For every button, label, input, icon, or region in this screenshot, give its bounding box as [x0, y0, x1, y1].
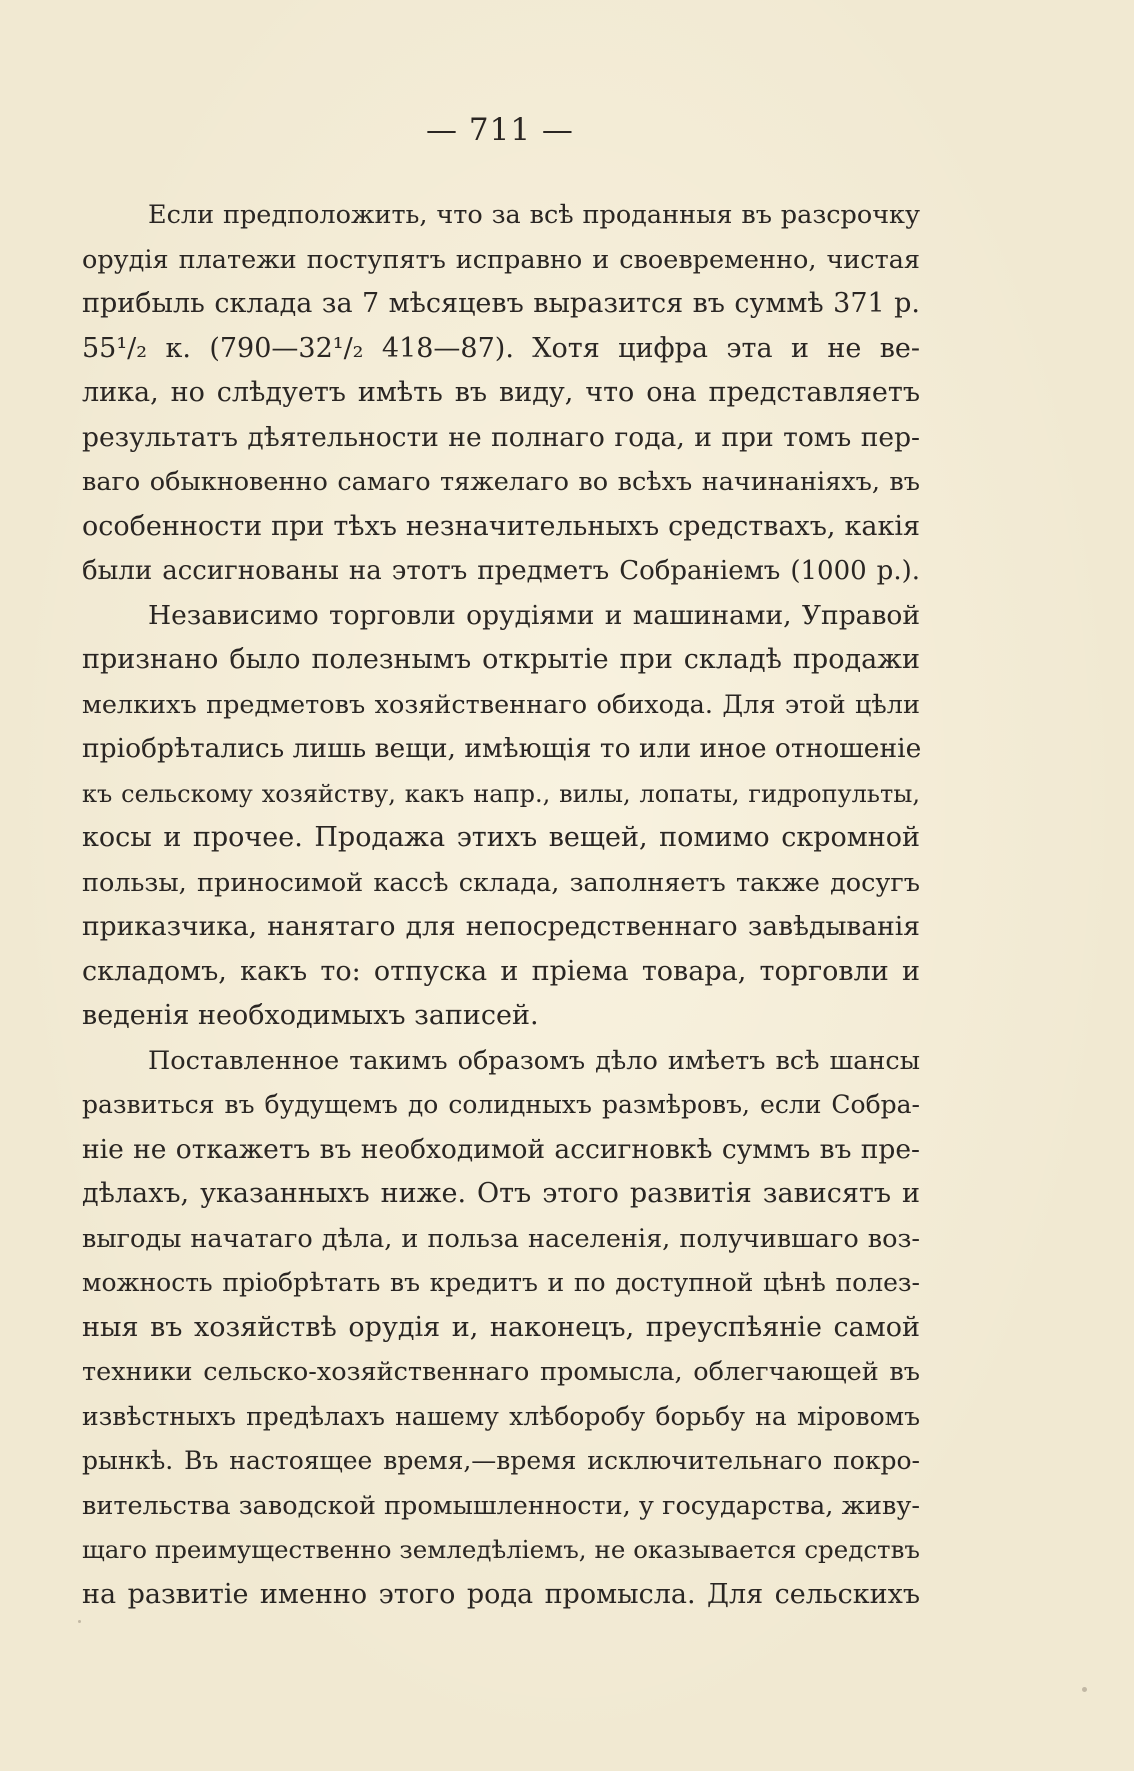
text-line: пріобрѣтались лишь вещи, имѣющія то или иное отношеніе	[82, 733, 922, 764]
text-line: мелкихъ предметовъ хозяйственнаго обихода. Для этой цѣли	[82, 689, 920, 720]
body-text	[82, 193, 920, 1617]
text-line: Если предположить, что за всѣ проданныя въ разсрочку	[148, 200, 920, 230]
text-line: Поставленное такимъ образомъ дѣло имѣетъ всѣ шансы	[148, 1045, 920, 1076]
text-line: рынкѣ. Въ настоящее время,—время исключительнаго покро-	[82, 1446, 920, 1475]
text-line: къ сельскому хозяйству, какъ напр., вилы, лопаты, гидропульты,	[82, 779, 920, 808]
text-line: извѣстныхъ предѣлахъ нашему хлѣборобу борьбу на міровомъ	[82, 1401, 920, 1431]
text-line: были ассигнованы на этотъ предметъ Собраніемъ (1000 р.).	[82, 556, 920, 586]
text-line: ваго обыкновенно самаго тяжелаго во всѣхъ начинаніяхъ, въ	[82, 467, 920, 497]
text-line: косы и прочее. Продажа этихъ вещей, помимо скромной	[82, 822, 920, 853]
text-line: лика, но слѣдуетъ имѣть въ виду, что она представляетъ	[82, 377, 920, 408]
text-line: признано было полезнымъ открытіе при складѣ продажи	[82, 644, 920, 675]
text-line: складомъ, какъ то: отпуска и пріема товара, торговли и	[82, 955, 920, 987]
text-line: развиться въ будущемъ до солидныхъ размѣровъ, если Собра-	[82, 1090, 920, 1119]
text-line: щаго преимущественно земледѣліемъ, не оказывается средствъ	[82, 1535, 920, 1564]
text-line: ніе не откажетъ въ необходимой ассигновкѣ суммъ въ пре-	[82, 1133, 920, 1165]
text-line: орудія платежи поступятъ исправно и своевременно, чистая	[82, 244, 920, 275]
text-line: дѣлахъ, указанныхъ ниже. Отъ этого развитія зависятъ и	[82, 1178, 920, 1209]
paper-speck	[1082, 1687, 1087, 1692]
text-line: приказчика, нанятаго для непосредственнаго завѣдыванія	[82, 911, 920, 942]
text-line: результатъ дѣятельности не полнаго года, и при томъ пер-	[82, 421, 920, 453]
paper-speck	[78, 1620, 81, 1623]
text-line: техники сельско-хозяйственнаго промысла, облегчающей въ	[82, 1357, 920, 1387]
text-line: Независимо торговли орудіями и машинами, Управой	[148, 599, 920, 631]
text-line: 55¹/₂ к. (790—32¹/₂ 418—87). Хотя цифра эта и не ве-	[82, 332, 920, 364]
text-line: веденія необходимыхъ записей.	[82, 1000, 539, 1031]
text-line: ныя въ хозяйствѣ орудія и, наконецъ, преуспѣяніе самой	[82, 1311, 920, 1343]
text-line: пользы, приносимой кассѣ склада, заполняетъ также досугъ	[82, 867, 920, 898]
text-line: прибыль склада за 7 мѣсяцевъ выразится въ суммѣ 371 р.	[82, 288, 920, 319]
text-line: вительства заводской промышленности, у государства, живу-	[82, 1490, 920, 1521]
page-number: — 711 —	[426, 112, 574, 148]
text-line: на развитіе именно этого рода промысла. Для сельскихъ	[82, 1578, 920, 1610]
text-line: особенности при тѣхъ незначительныхъ средствахъ, какія	[82, 510, 920, 542]
text-line: можность пріобрѣтать въ кредитъ и по доступной цѣнѣ полез-	[82, 1268, 920, 1297]
text-line: выгоды начатаго дѣла, и польза населенія, получившаго воз-	[82, 1223, 920, 1254]
